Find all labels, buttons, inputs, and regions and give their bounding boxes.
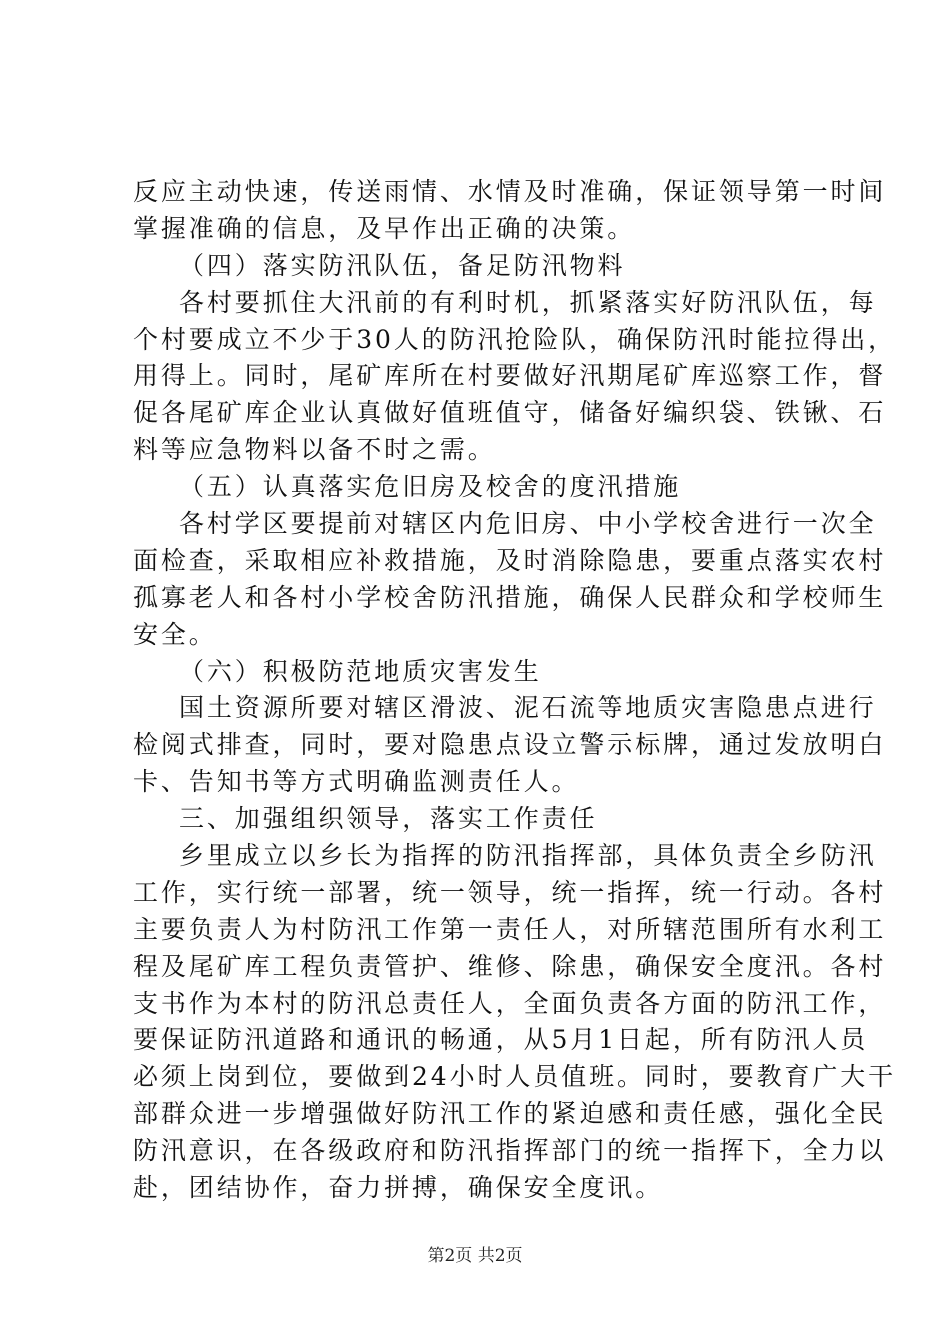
text-line: 用得上。同时，尾矿库所在村要做好汛期尾矿库巡察工作，督 [133,361,887,391]
document-body [133,174,897,1207]
text-line: 防汛意识，在各级政府和防汛指挥部门的统一指挥下，全力以 [133,1136,887,1166]
text-line: 各村要抓住大汛前的有利时机，抓紧落实好防汛队伍，每 [179,287,877,317]
text-line: 乡里成立以乡长为指挥的防汛指挥部，具体负责全乡防汛 [179,841,877,871]
section-heading: （四）落实防汛队伍，备足防汛物料 [179,250,626,280]
text-line: 必须上岗到位，要做到24小时人员值班。同时，要教育广大干 [133,1062,897,1092]
text-line: 反应主动快速，传送雨情、水情及时准确，保证领导第一时间 [133,177,887,206]
text-line: 国土资源所要对辖区滑波、泥石流等地质灾害隐患点进行 [179,693,877,723]
text-line: 主要负责人为村防汛工作第一责任人，对所辖范围所有水利工 [133,914,887,944]
text-line: 各村学区要提前对辖区内危旧房、中小学校舍进行一次全 [179,509,877,539]
text-line: 促各尾矿库企业认真做好值班值守，储备好编织袋、铁锹、石 [133,398,887,428]
text-line: 部群众进一步增强做好防汛工作的紧迫感和责任感，强化全民 [133,1099,887,1129]
text-line: 卡、告知书等方式明确监测责任人。 [133,767,580,797]
text-line: 料等应急物料以备不时之需。 [133,435,496,465]
text-line: 掌握准确的信息，及早作出正确的决策。 [133,213,636,243]
text-line: 检阅式排查，同时，要对隐患点设立警示标牌，通过发放明白 [133,730,887,760]
text-line: 孤寡老人和各村小学校舍防汛措施，确保人民群众和学校师生 [133,582,887,612]
text-line: 工作，实行统一部署，统一领导，统一指挥，统一行动。各村 [133,877,887,907]
section-heading: （五）认真落实危旧房及校舍的度汛措施 [179,472,682,502]
text-line: 面检查，采取相应补救措施，及时消除隐患，要重点落实农村 [133,545,887,575]
text-line: 赴，团结协作，奋力拼搏，确保安全度讯。 [133,1173,664,1203]
section-heading: 三、加强组织领导，落实工作责任 [179,804,598,834]
text-line: 要保证防汛道路和通讯的畅通，从5月1日起，所有防汛人员 [133,1025,869,1055]
text-line: 个村要成立不少于30人的防汛抢险队，确保防汛时能拉得出， [133,324,897,354]
text-line: 安全。 [133,619,217,649]
text-line: 程及尾矿库工程负责管护、维修、除患，确保安全度汛。各村 [133,951,887,981]
text-line: 支书作为本村的防汛总责任人，全面负责各方面的防汛工作， [133,988,887,1018]
section-heading: （六）积极防范地质灾害发生 [179,656,542,686]
page-number-footer: 第2页 共2页 [427,1246,523,1266]
